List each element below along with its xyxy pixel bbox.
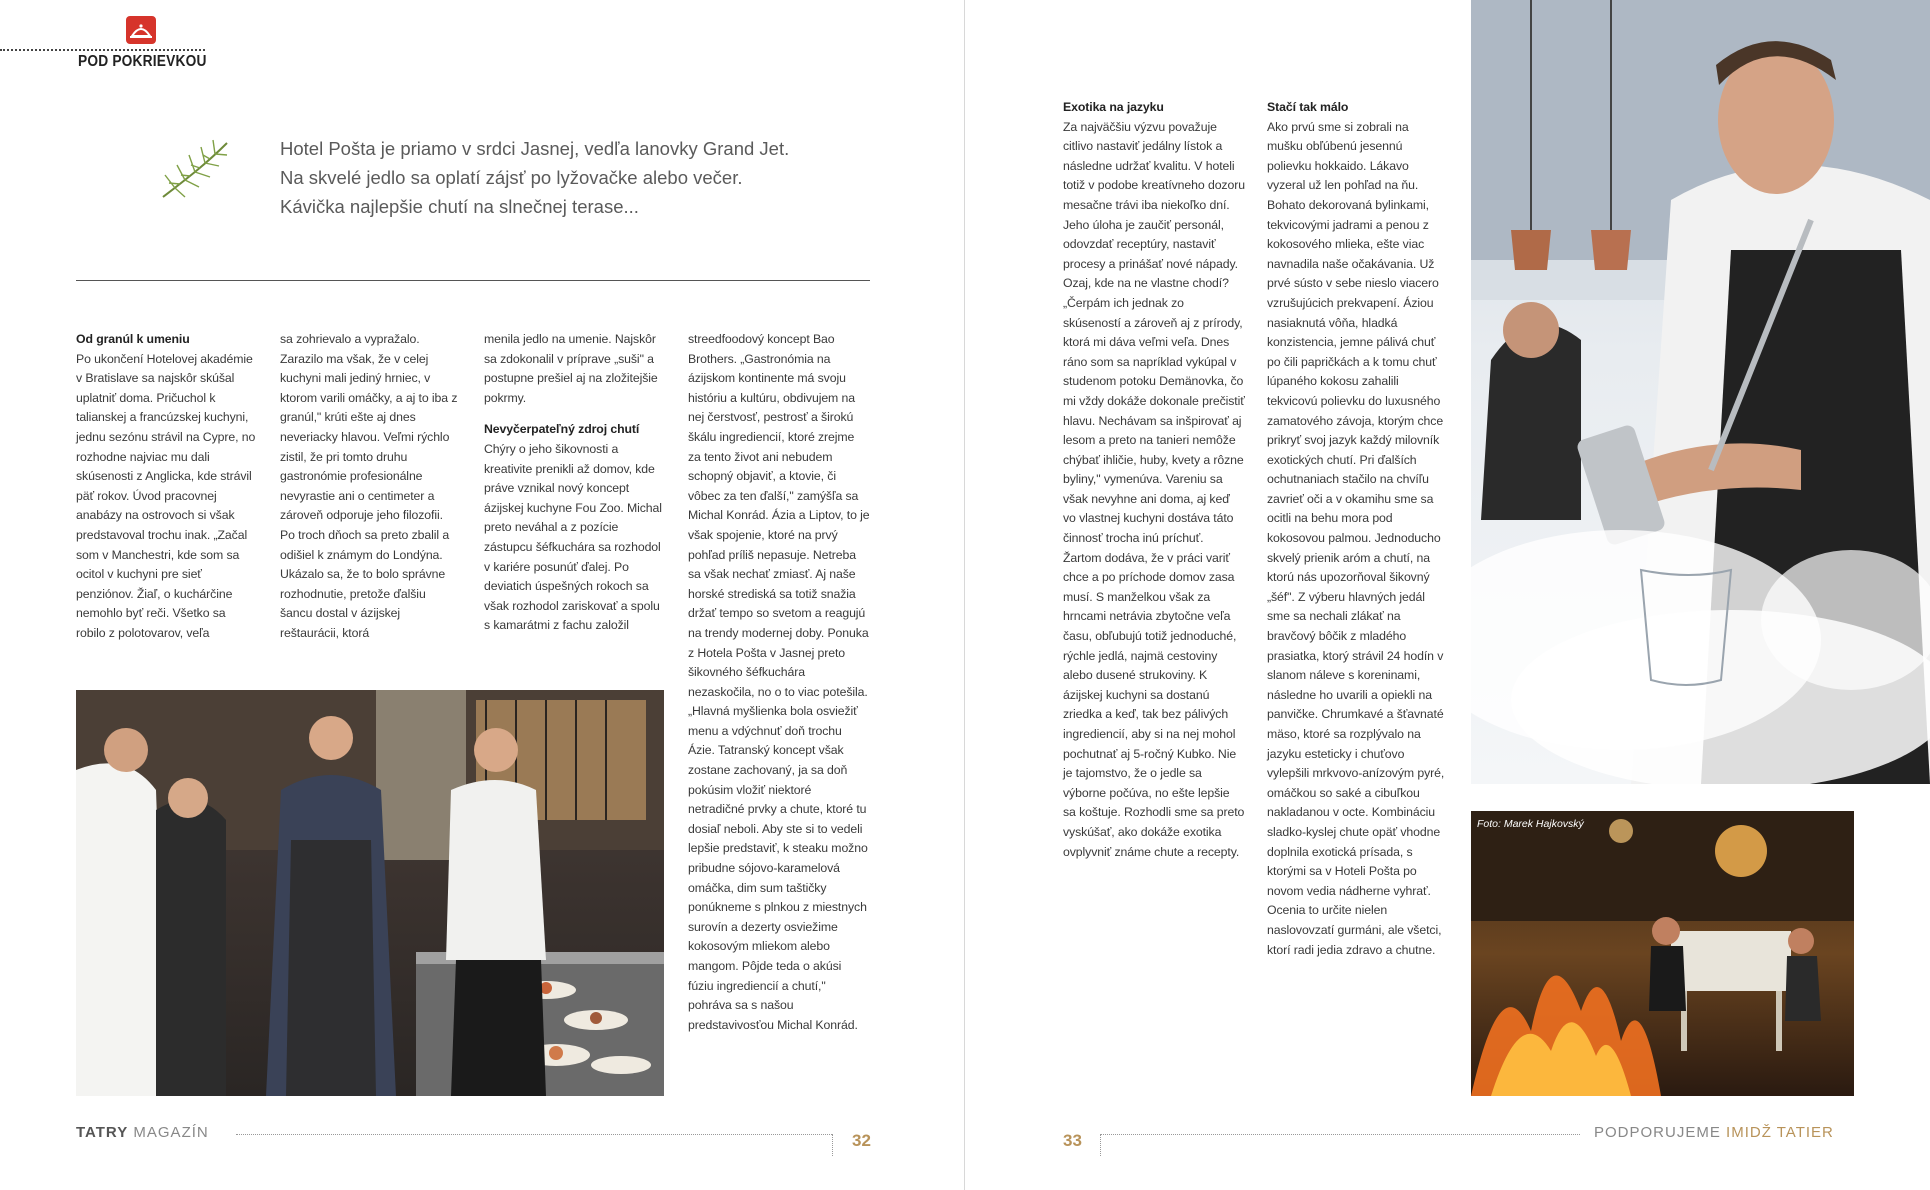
body-text: Chýry o jeho šikovnosti a kreativite prenikli až domov, kde práve vznikal nový koncept ázijskej kuchyne Fou Zoo. Michal preto neváhal a z pozície zástupcu šéfkuchára sa rozhodol v kariére posunúť ďalej. Po deviatich úspešných rokoch sa však rozhodol zariskovať a spolu s kamarátmi z fachu založil — [484, 441, 662, 633]
chef-nitrogen-photo — [1471, 0, 1930, 784]
header-dotted-rule — [0, 49, 205, 51]
page-number: 33 — [1063, 1131, 1082, 1150]
body-text: Ako prvú sme si zobrali na mušku obľúbenú jesennú polievku hokkaido. Lákavo vyzeral už len pohľad na ňu. Bohato dekorovaná bylinkami, tekvicovými jadrami a penou z kokosového mlieka, ešte viac navnadila naše očakávania. Už prvé sústo v sebe nieslo viacero vzrušujúcich prekvapení. Áziou nasiaknutá vôňa, hladká konzistencia, jemne pálivá chuť po čili papričkách a k tomu chuť lúpaného kokosu zahalili tekvicovú polievku do luxusného zamatového závoja, ktorým chce prikryť svoj jazyk každý milovník exotických chutí. Pri ďalších ochutnaniach stačilo na chvíľu zavrieť oči a v okamihu sme sa ocitli na behu mora pod kokosovou palmou. Jednoducho skvelý prienik aróm a chutí, na ktorú nás upozorňoval šikovný „šéf". Z výberu hlavných jedál sme sa nechali zlákať na bravčový bôčik z mladého prasiatka, ktorý strávil 24 hodín v slanom náleve s koreninami, následne ho uvarili a opiekli na panvičke. Chrumkavé a šťavnaté mäso, ktoré sa rozplývalo na jazyku esteticky i chuťovo vylepšili mrkvovo-anízovým pyré, omáčkou so saké a cibuľkou nakladanou v octe. Kombináciu sladko-kyslej chute opäť vhodne doplnila exotická prísada, s ktorými sa v Hoteli Pošta po novom vedia nádherne vyhrať. Ocenia to určite nielen naslovovzatí gurmáni, ale všetci, ktorí radi jedia zdravo a chutne. — [1267, 119, 1445, 957]
page-number-divider — [832, 1134, 833, 1156]
page-spine — [964, 0, 965, 1190]
article-column-3 — [484, 330, 664, 636]
article-column-6 — [1267, 98, 1447, 960]
section-label: POD POKRIEVKOU — [78, 53, 207, 70]
subheading: Od granúl k umeniu — [76, 332, 190, 346]
article-column-2 — [280, 330, 460, 644]
fir-sprig-icon — [155, 135, 235, 205]
kitchen-team-photo — [76, 690, 664, 1096]
body-text: streedfoodový koncept Bao Brothers. „Gastronómia na ázijskom kontinente má svoju históriu a kultúru, obdivujem na nej čerstvosť, pestrosť a širokú škálu ingrediencií, ktoré zrejme za tento život ani nebudem schopný objaviť, a ktovie, či vôbec za ten ďalší," zamýšľa sa Michal Konrád. Ázia a Liptov, to je však spojenie, ktoré na prvý pohľad príliš nepasuje. Netreba sa však nechať zmiasť. Aj naše horské strediská sa totiž snažia držať tempo so svetom a reagujú na trendy modernej doby. Ponuka z Hotela Pošta v Jasnej preto šikovného šéfkuchára nezaskočila, no o to viac potešila. „Hlavná myšlienka bola osviežiť menu a vdýchnuť doň trochu Ázie. Tatranský koncept však zostane zachovaný, ja sa doň pokúsim vložiť niektoré netradičné prvky a chute, ktoré tu dosiaľ neboli. Aby ste si to vedeli lepšie predstaviť, k steaku možno pribudne sójovo-karamelová omáčka, dim sum taštičky ponúkneme s plnkou z miestnych surovín a dezerty osviežime kokosovým mliekom alebo mangom. Pôjde teda o akúsi fúziu ingrediencií a chutí," pohráva sa s našou predstavivosťou Michal Konrád. — [688, 332, 870, 1032]
body-text: Po ukončení Hotelovej akadémie v Bratislave sa najskôr skúšal uplatniť doma. Pričuchol k talianskej a francúzskej kuchyni, jednu sezónu strávil na Cypre, no rozhodne najviac mu dali skúsenosti z Anglicka, kde strávil päť rokov. Úvod pracovnej anabázy na ostrovoch si však predstavoval trochu inak. „Začal som v Manchestri, kde som sa ocitol v kuchyni pre sieť penziónov. Žiaľ, o kuchárčine nemohlo byť reči. Všetko sa robilo z polotovarov, veľa — [76, 351, 256, 640]
article-column-5 — [1063, 98, 1245, 862]
lead-divider — [76, 280, 870, 281]
restaurant-interior-photo — [1471, 811, 1854, 1096]
body-text: sa zohrievalo a vypražalo. Zarazilo ma však, že v celej kuchyni mali jediný hrniec, v ktorom varili omáčky, a aj to iba z granúl," krúti ešte aj dnes neveriacky hlavou. Veľmi rýchlo zistil, že pri tomto druhu gastronómie profesionálne nevyrastie ani o centimeter a zároveň odporuje jeho filozofii. Po troch dňoch sa preto zbalil a odišiel k známym do Londýna. Ukázalo sa, že to bolo správne rozhodnutie, pretože ďalšiu šancu dostal v ázijskej reštaurácii, ktorá — [280, 332, 458, 640]
body-text: Za najväčšiu výzvu považuje citlivo nastaviť jedálny lístok a následne udržať kvalitu. V hoteli totiž v podobe kreatívneho dozoru mesačne trávi iba niekoľko dní. Jeho úloha je zaučiť personál, odovzdať receptúry, nastaviť procesy a prinášať nové nápady. Ozaj, kde na ne vlastne chodí? „Čerpám ich jednak zo skúseností a zároveň aj z prírody, ktorá mi dáva veľmi veľa. Dnes ráno som sa napríklad vykúpal v studenom potoku Demänovka, čo mi vždy dokáže dokonale prečistiť hlavu. Nechávam sa inšpirovať aj lesom a preto na tanieri nemôže chýbať ihličie, huby, kvety a rôzne byliny," vymenúva. Vareniu sa však nevyhne ani doma, aj keď vo vlastnej kuchyni dostáva táto činnosť trocha inú príchuť. Žartom dodáva, že v práci variť chce a po príchode domov zasa musí. S manželkou však za hrncami netrávia zbytočne veľa času, obľubujú totiž jednoduché, rýchle jedlá, najmä cestoviny alebo dusené strukoviny. K ázijskej kuchyni sa dostanú zriedka a keď, tak bez pálivých ingrediencií, aby si na nej mohol pochutnať aj 5-ročný Kubko. Nie je tajomstvo, že o jedle sa výborne počúva, no ešte lepšie sa koštuje. Rozhodli sme sa preto vyskúšať, ako dokáže exotika ovplyvniť známe chute a recepty. — [1063, 119, 1245, 859]
footer-slogan-accent: IMIDŽ TATIER — [1726, 1124, 1834, 1141]
footer-slogan-light: PODPORUJEME — [1594, 1124, 1721, 1141]
lead-line: Kávička najlepšie chutí na slnečnej terase... — [280, 196, 639, 217]
article-column-4 — [688, 330, 870, 1035]
lead-line: Hotel Pošta je priamo v srdci Jasnej, vedľa lanovky Grand Jet. — [280, 138, 790, 159]
page-number: 32 — [852, 1131, 871, 1150]
footer-dotted-rule — [236, 1134, 832, 1135]
footer-brand — [76, 1124, 209, 1141]
footer-dotted-rule — [1100, 1134, 1580, 1135]
footer-slogan — [1594, 1124, 1834, 1141]
subheading: Stačí tak málo — [1267, 100, 1349, 114]
footer-brand-light: MAGAZÍN — [133, 1124, 209, 1141]
photo-credit: Foto: Marek Hajkovský — [1477, 818, 1584, 830]
footer-brand-bold: TATRY — [76, 1124, 129, 1141]
lead-paragraph — [280, 134, 880, 221]
section-logo-icon — [126, 16, 156, 44]
cloche-icon — [126, 16, 156, 44]
subheading: Exotika na jazyku — [1063, 100, 1164, 114]
article-column-1 — [76, 330, 256, 644]
body-text: menila jedlo na umenie. Najskôr sa zdokonalil v príprave „suši" a postupne prešiel aj na zložitejšie pokrmy. — [484, 332, 658, 405]
page-number-divider — [1100, 1134, 1101, 1156]
subheading: Nevyčerpateľný zdroj chutí — [484, 422, 640, 437]
lead-line: Na skvelé jedlo sa oplatí zájsť po lyžovačke alebo večer. — [280, 167, 743, 188]
